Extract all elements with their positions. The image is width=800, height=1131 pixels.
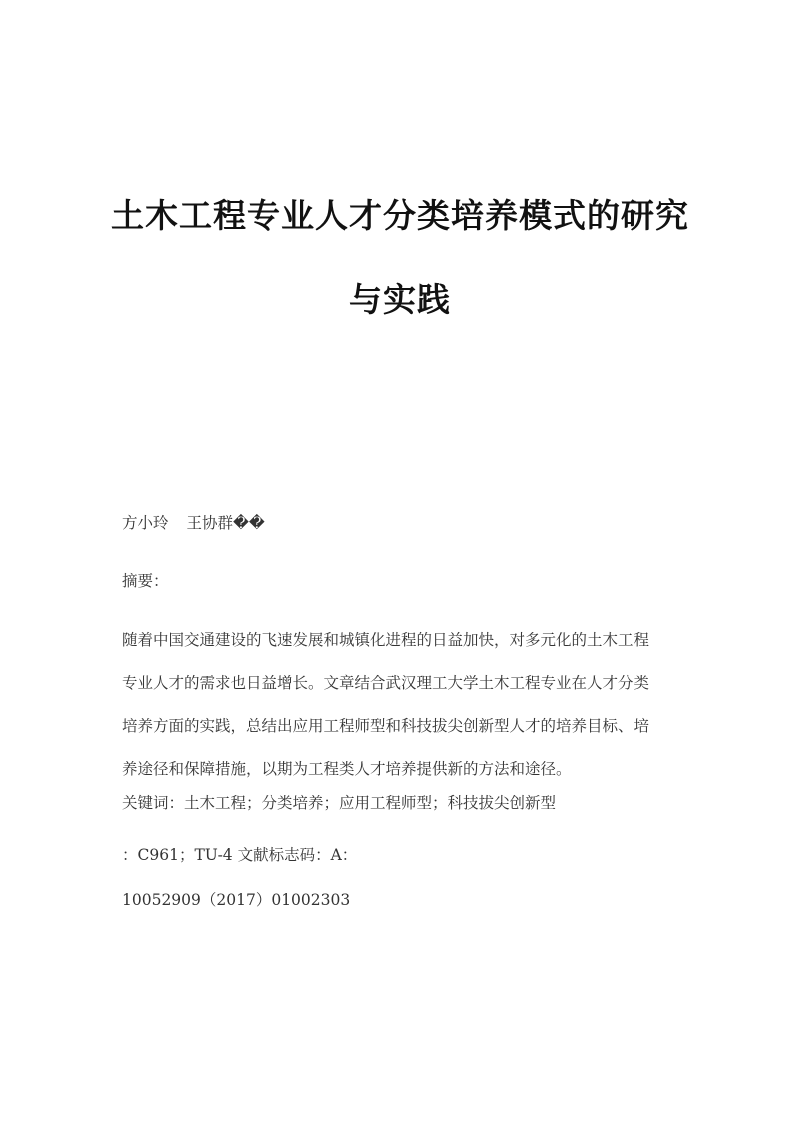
paper-title-line-2: 与实践 — [349, 280, 451, 319]
article-number: 10052909（2017）01002303 — [122, 891, 351, 909]
paper-title-line-1: 土木工程专业人才分类培养模式的研究 — [111, 196, 689, 235]
authors — [122, 512, 682, 534]
keywords: 关键词：土木工程；分类培养；应用工程师型；科技拔尖创新型 — [122, 794, 557, 812]
abstract-line: 随着中国交通建设的飞速发展和城镇化进程的日益加快，对多元化的土木工程 — [122, 631, 650, 649]
abstract-body — [122, 619, 682, 791]
classification-code: ：C961；TU-4 文献标志码：A： — [122, 846, 358, 864]
abstract-line: 专业人才的需求也日益增长。文章结合武汉理工大学土木工程专业在人才分类 — [122, 674, 650, 692]
abstract-line: 培养方面的实践，总结出应用工程师型和科技拔尖创新型人才的培养目标、培 — [122, 717, 650, 735]
abstract-line: 养途径和保障措施，以期为工程类人才培养提供新的方法和途径。 — [122, 760, 572, 778]
abstract-label: 摘要： — [122, 572, 169, 590]
author-name: 方小玲 — [122, 514, 169, 532]
author-name: 王协群�� — [186, 514, 265, 532]
